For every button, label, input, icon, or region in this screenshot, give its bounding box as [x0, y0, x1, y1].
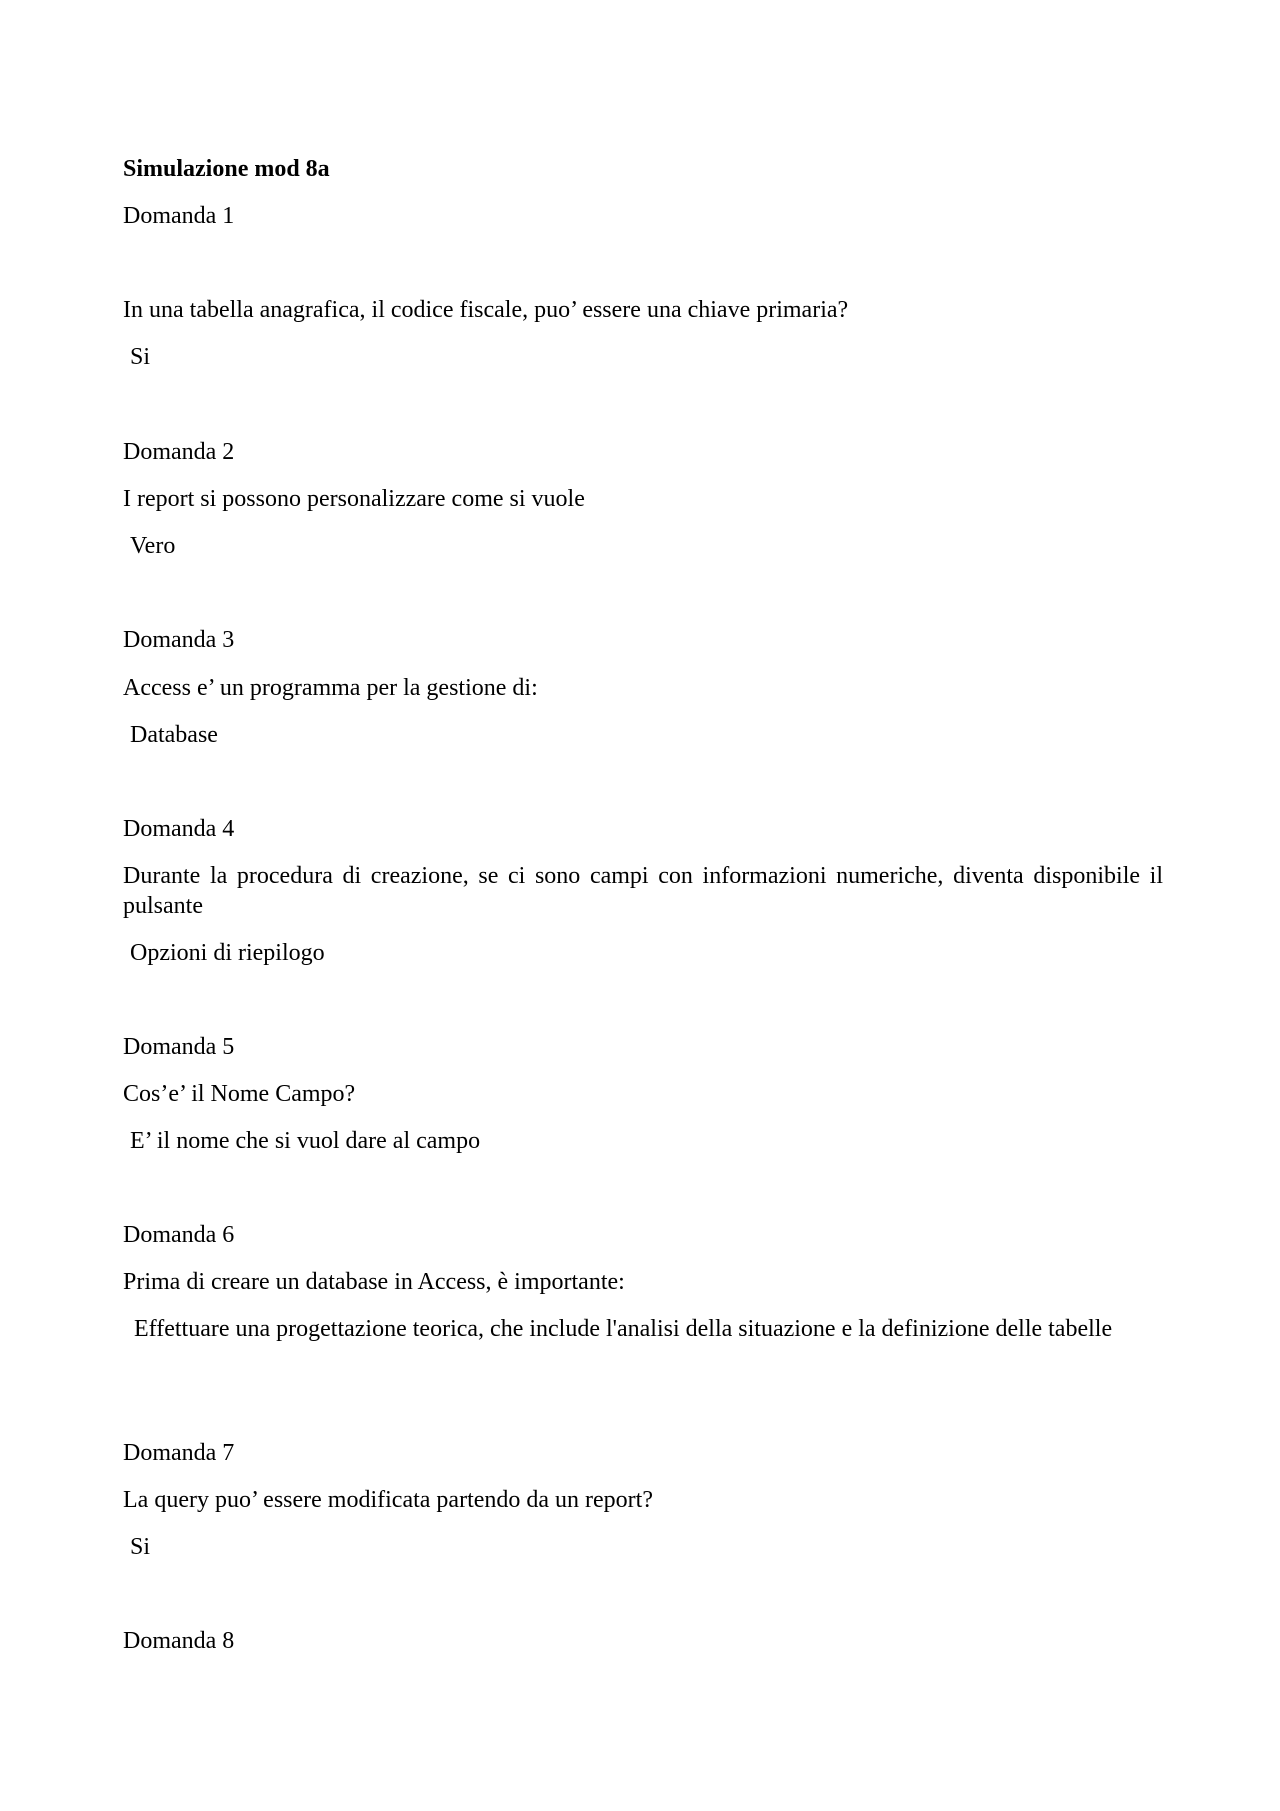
- question-2-label: Domanda 2: [123, 439, 235, 465]
- question-5-text: Cos’e’ il Nome Campo?: [123, 1081, 356, 1107]
- question-3-label: Domanda 3: [123, 627, 235, 653]
- question-8-label: Domanda 8: [123, 1628, 235, 1654]
- question-7-label: Domanda 7: [123, 1440, 235, 1466]
- question-7-text: La query puo’ essere modificata partendo da un report?: [123, 1487, 653, 1513]
- question-4-label: Domanda 4: [123, 816, 235, 842]
- question-6-text: Prima di creare un database in Access, è importante:: [123, 1269, 625, 1295]
- document-title: Simulazione mod 8a: [123, 156, 330, 182]
- question-6-answer: Effettuare una progettazione teorica, che include l'analisi della situazione e la definizione delle tabelle: [134, 1316, 1113, 1342]
- question-2-answer: Vero: [130, 533, 176, 559]
- question-5-label: Domanda 5: [123, 1034, 235, 1060]
- question-5-answer: E’ il nome che si vuol dare al campo: [130, 1128, 481, 1154]
- question-1-label: Domanda 1: [123, 203, 235, 229]
- question-4-answer: Opzioni di riepilogo: [130, 940, 325, 966]
- question-1-answer: Si: [130, 344, 151, 370]
- question-7-answer: Si: [130, 1534, 151, 1560]
- question-6-label: Domanda 6: [123, 1222, 235, 1248]
- question-2-text: I report si possono personalizzare come si vuole: [123, 486, 585, 512]
- question-3-answer: Database: [130, 722, 218, 748]
- question-1-text: In una tabella anagrafica, il codice fiscale, puo’ essere una chiave primaria?: [123, 297, 849, 323]
- question-4-text: Durante la procedura di creazione, se ci sono campi con informazioni numeriche, diventa disponibile il pulsante: [123, 863, 1163, 919]
- question-3-text: Access e’ un programma per la gestione di:: [123, 675, 538, 701]
